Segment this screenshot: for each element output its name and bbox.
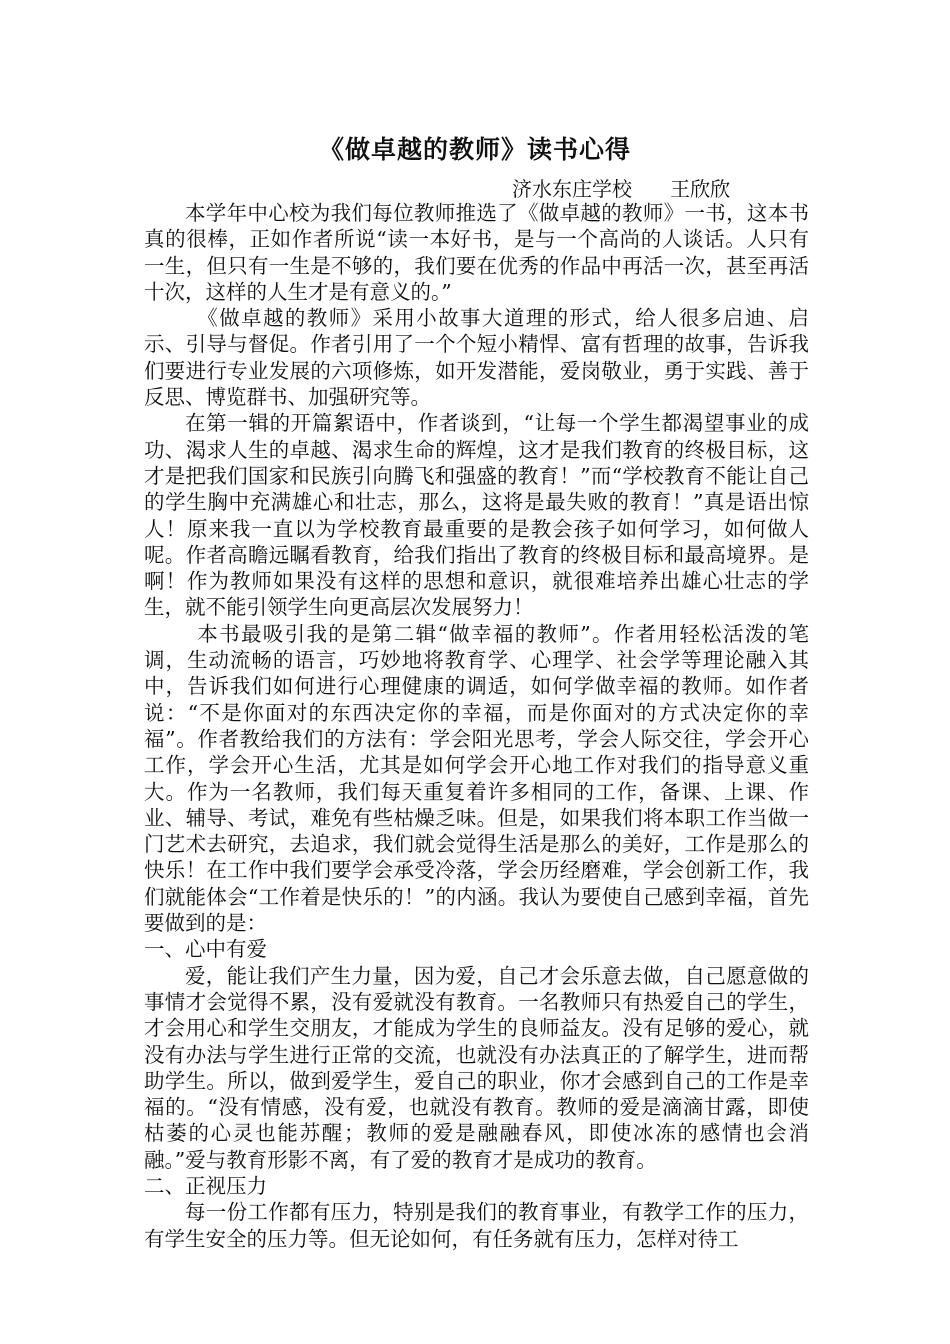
author-line: 济水东庄学校 王欣欣 bbox=[512, 177, 731, 201]
section-heading: 一、心中有爱 bbox=[144, 937, 267, 962]
paragraph: 每一份工作都有压力，特别是我们的教育事业，有教学工作的压力，有学生安全的压力等。但无论如何，有任务就有压力，怎样对待工 bbox=[144, 1200, 809, 1251]
paragraph: 本学年中心校为我们每位教师推选了《做卓越的教师》一书，这本书真的很棒，正如作者所说“读一本好书，是与一个高尚的人谈话。人只有一生，但只有一生是不够的，我们要在优秀的作品中再活一次，甚至再活十次，这样的人生才是有意义的。” bbox=[144, 201, 809, 304]
paragraph: 爱，能让我们产生力量，因为爱，自己才会乐意去做，自己愿意做的事情才会觉得不累，没有爱就没有教育。一名教师只有热爱自己的学生，才会用心和学生交朋友，才能成为学生的良师益友。没有足够的爱心，就没有办法与学生进行正常的交流，也就没有办法真正的了解学生，进而帮助学生。所以，做到爱学生，爱自己的职业，你才会感到自己的工作是幸福的。“没有情感，没有爱，也就没有教育。教师的爱是滴滴甘露，即使枯萎的心灵也能苏醒；教师的爱是融融春风，即使冰冻的感情也会消融。”爱与教育形影不离，有了爱的教育才是成功的教育。 bbox=[144, 963, 809, 1172]
document-title: 《做卓越的教师》读书心得 bbox=[318, 135, 631, 164]
document-body bbox=[144, 200, 809, 1252]
paragraph: 《做卓越的教师》采用小故事大道理的形式，给人很多启迪、启示、引导与督促。作者引用了一个个短小精悍、富有哲理的故事，告诉我们要进行专业发展的六项修炼，如开发潜能，爱岗敬业，勇于实践、善于反思、博览群书、加强研究等。 bbox=[144, 306, 809, 410]
paragraph: 本书最吸引我的是第二辑“做幸福的教师”。作者用轻松活泼的笔调，生动流畅的语言，巧妙地将教育学、心理学、社会学等理论融入其中，告诉我们如何进行心理健康的调适，如何学做幸福的教师。如作者说：“不是你面对的东西决定你的幸福，而是你面对的方式决定你的幸福”。作者教给我们的方法有：学会阳光思考，学会人际交往，学会开心工作，学会开心生活，尤其是如何学会开心地工作对我们的指导意义重大。作为一名教师，我们每天重复着许多相同的工作，备课、上课、作业、辅导、考试，难免有些枯燥乏味。但是，如果我们将本职工作当做一门艺术去研究，去追求，我们就会觉得生活是那么的美好，工作是那么的快乐！在工作中我们要学会承受冷落，学会历经磨难，学会创新工作，我们就能体会“工作着是快乐的！”的内涵。我认为要使自己感到幸福，首先要做到的是： bbox=[144, 621, 809, 936]
paragraph: 在第一辑的开篇絮语中，作者谈到，“让每一个学生都渴望事业的成功、渴求人生的卓越、渴求生命的辉煌，这才是我们教育的终极目标，这才是把我们国家和民族引向腾飞和强盛的教育！”而“学校教育不能让自己的学生胸中充满雄心和壮志，那么，这将是最失败的教育！”真是语出惊人！原来我一直以为学校教育最重要的是教会孩子如何学习，如何做人呢。作者高瞻远瞩看教育，给我们指出了教育的终极目标和最高境界。是啊！作为教师如果没有这样的思想和意识，就很难培养出雄心壮志的学生，就不能引领学生向更高层次发展努力！ bbox=[144, 411, 809, 620]
section-heading: 二、正视压力 bbox=[144, 1173, 267, 1198]
